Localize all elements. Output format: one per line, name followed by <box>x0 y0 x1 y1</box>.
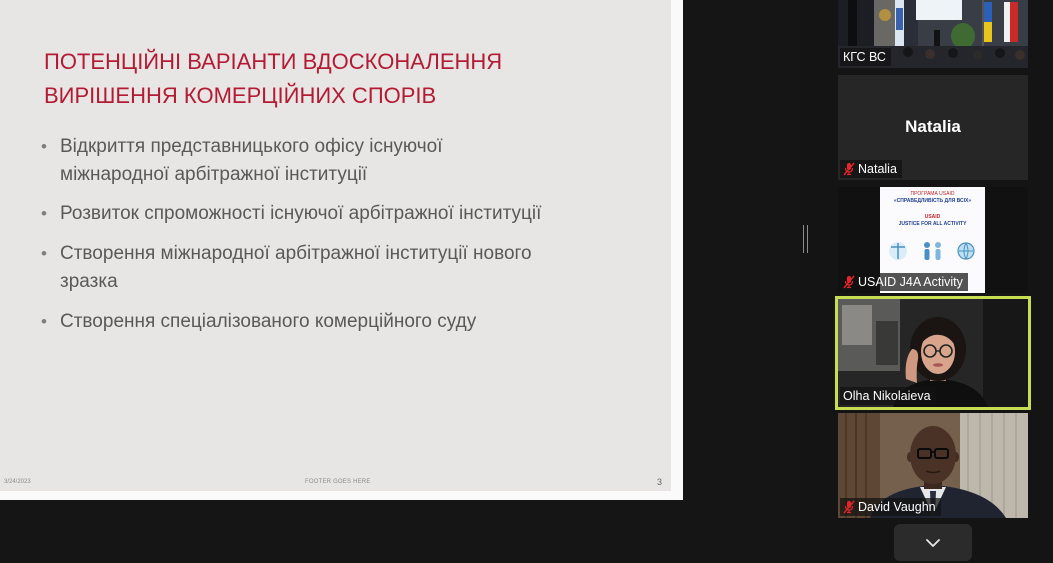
slide-footer-text: FOOTER GOES HERE <box>305 479 371 485</box>
poster-text: «СПРАВЕДЛИВІСТЬ ДЛЯ ВСІХ» <box>893 198 972 204</box>
participant-name-label <box>840 48 891 66</box>
mic-muted-icon <box>843 500 855 514</box>
participant-tile-david-vaughn[interactable] <box>838 413 1028 518</box>
bullet-text-line: Розвиток спроможності існуючої арбітражної інституції <box>60 203 542 224</box>
slide-title-line: ВИРІШЕННЯ КОМЕРЦІЙНИХ СПОРІВ <box>44 83 437 108</box>
bullet-item <box>40 308 476 336</box>
bullet-item <box>40 240 532 296</box>
bullet-text-line: міжнародної арбітражної інституції <box>60 164 368 185</box>
bullet-text-line: Створення міжнародної арбітражної інституції нового <box>60 243 532 264</box>
bullet-dot: • <box>41 137 47 156</box>
poster-text: ПРОГРАМА USAID <box>910 191 955 197</box>
bullet-item <box>40 200 541 228</box>
bullet-text-line: зразка <box>60 271 118 292</box>
bullet-text-line: Створення спеціалізованого комерційного суду <box>60 311 477 332</box>
panel-resize-handle[interactable] <box>802 225 809 253</box>
participant-name: Olha Nikolaieva <box>843 389 931 403</box>
participant-name: КГС ВС <box>843 50 886 64</box>
mic-muted-icon <box>843 275 855 289</box>
participant-tile-natalia[interactable] <box>838 75 1028 180</box>
slide-footer-date: 3/24/2023 <box>4 479 31 485</box>
participant-name-label <box>840 160 902 178</box>
chevron-down-icon <box>923 536 943 550</box>
participant-tile-olha-nikolaieva[interactable] <box>835 296 1031 410</box>
participant-name: David Vaughn <box>858 500 936 514</box>
slide-title-line: ПОТЕНЦІЙНІ ВАРІАНТИ ВДОСКОНАЛЕННЯ <box>44 49 503 74</box>
participant-name: USAID J4A Activity <box>858 275 963 289</box>
participant-display-name: Natalia <box>905 117 961 136</box>
poster-text: JUSTICE FOR ALL ACTIVITY <box>898 221 967 227</box>
bullet-item <box>40 133 443 189</box>
participant-name: Natalia <box>858 162 897 176</box>
mic-muted-icon <box>843 162 855 176</box>
bullet-dot: • <box>41 244 47 263</box>
slide-page-number: 3 <box>657 477 663 487</box>
participant-tile-usaid-j4a-activity[interactable] <box>838 187 1028 293</box>
slide-title <box>44 45 502 113</box>
participant-name-label <box>840 387 936 405</box>
bullet-text-line: Відкриття представницького офісу існуючої <box>60 136 443 157</box>
poster-text: USAID <box>924 214 941 220</box>
participant-tile-kgs-vs[interactable] <box>838 0 1028 68</box>
participant-name-label <box>840 273 968 291</box>
justice-icons <box>880 235 985 275</box>
bullet-dot: • <box>41 312 47 331</box>
participant-name-label <box>840 498 941 516</box>
bullet-dot: • <box>41 204 47 223</box>
scroll-participants-down-button[interactable] <box>894 524 972 561</box>
